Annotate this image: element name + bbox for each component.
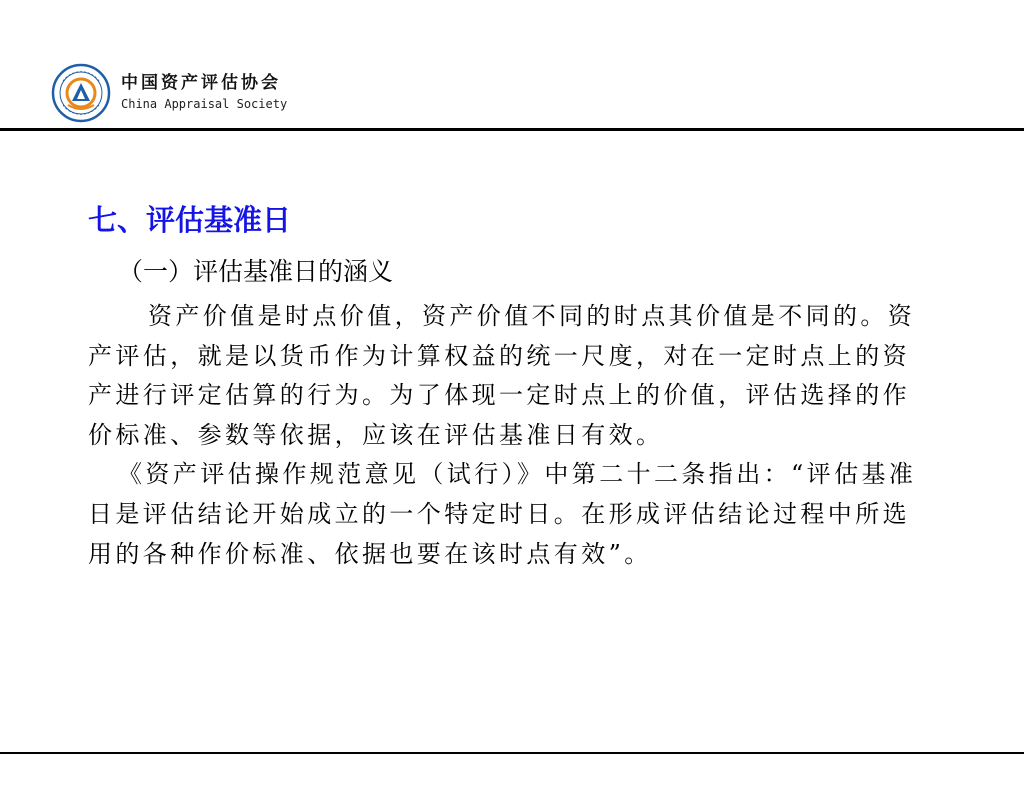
paragraph-2: 《资产评估操作规范意见（试行）》中第二十二条指出：“评估基准日是评估结论开始成立的一个特定时日。在形成评估结论过程中所选用的各种作价标准、依据也要在该时点有效”。 [88,460,917,568]
paragraph-1: 资产价值是时点价值，资产价值不同的时点其价值是不同的。资产评估，就是以货币作为计算权益的统一尺度，对在一定时点上的资产进行评定估算的行为。为了体现一定时点上的价值，评估选择的作价标准、参数等依据，应该在评估基准日有效。 [88,302,916,449]
section-heading: 七、评估基准日 [88,203,292,237]
header-logo [51,63,287,123]
org-name-en: China Appraisal Society [121,97,288,111]
china-appraisal-society-logo-icon [51,63,111,123]
body-text [88,297,918,574]
header-divider [0,128,1024,131]
sub-heading: （一）评估基准日的涵义 [118,257,394,286]
footer-divider [0,752,1024,754]
org-name [121,73,287,113]
org-name-cn: 中国资产评估协会 [121,73,281,93]
